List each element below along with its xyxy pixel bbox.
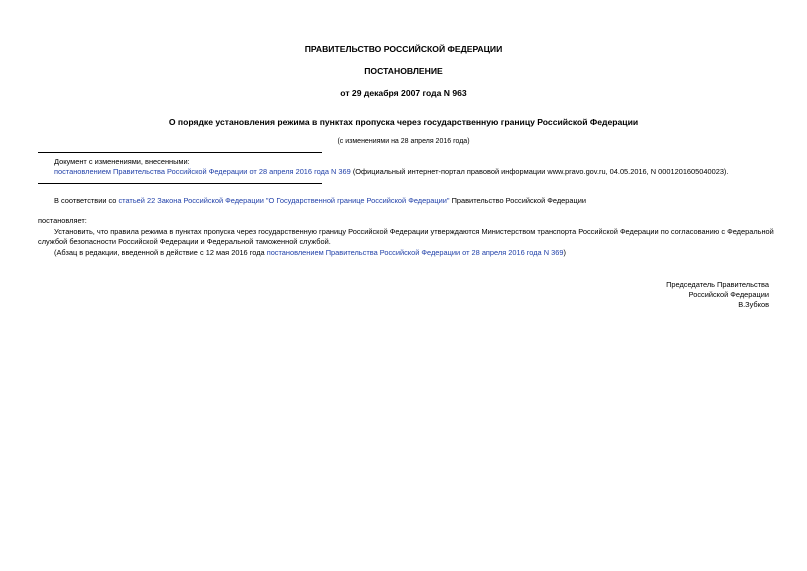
revision-note: (с изменениями на 28 апреля 2016 года) — [337, 138, 470, 145]
amendment-note-suffix: ) — [563, 248, 566, 257]
changes-bottom-rule — [38, 183, 322, 184]
preamble — [54, 196, 586, 206]
document-title: О порядке установления режима в пунктах пропуска через государственную границу Российской Федерации — [168, 117, 639, 127]
document-type: ПОСТАНОВЛЕНИЕ — [364, 66, 443, 76]
changes-intro: Документ с изменениями, внесенными: — [54, 157, 190, 166]
signature-title-line1: Председатель Правительства — [666, 280, 769, 289]
signature-block — [666, 280, 769, 310]
changes-source: (Официальный интернет-портал правовой информации www.pravo.gov.ru, 04.05.2016, N 0001201605040023). — [352, 167, 729, 176]
signature-title-line2: Российской Федерации — [688, 290, 769, 299]
body-paragraph-line1: Установить, что правила режима в пунктах пропуска через государственную границу Российской Федерации утверждаются Министерством транспорта Российской Федерации по согласованию с Федеральной — [54, 227, 774, 236]
preamble-suffix: Правительство Российской Федерации — [449, 196, 586, 205]
amendment-note-prefix: (Абзац в редакции, введенной в действие с 12 мая 2016 года — [54, 248, 267, 257]
amending-decree-link[interactable]: постановлением Правительства Российской Федерации от 28 апреля 2016 года N 369 — [54, 167, 351, 176]
law-article-link[interactable]: статьей 22 Закона Российской Федерации "О Государственной границе Российской Федерации" — [118, 196, 450, 205]
changes-line — [54, 167, 728, 177]
document-date-number: от 29 декабря 2007 года N 963 — [340, 88, 467, 98]
government-name: ПРАВИТЕЛЬСТВО РОССИЙСКОЙ ФЕДЕРАЦИИ — [304, 44, 503, 54]
body-paragraph-line2: службой безопасности Российской Федерации и Федеральной таможенной службой. — [38, 237, 331, 246]
amendment-note — [54, 248, 566, 258]
preamble-prefix: В соответствии со — [54, 196, 119, 205]
decides-word: постановляет: — [38, 216, 87, 225]
signature-name: В.Зубков — [738, 300, 769, 309]
amendment-decree-link[interactable]: постановлением Правительства Российской Федерации от 28 апреля 2016 года N 369 — [266, 248, 564, 257]
changes-top-rule — [38, 152, 322, 153]
